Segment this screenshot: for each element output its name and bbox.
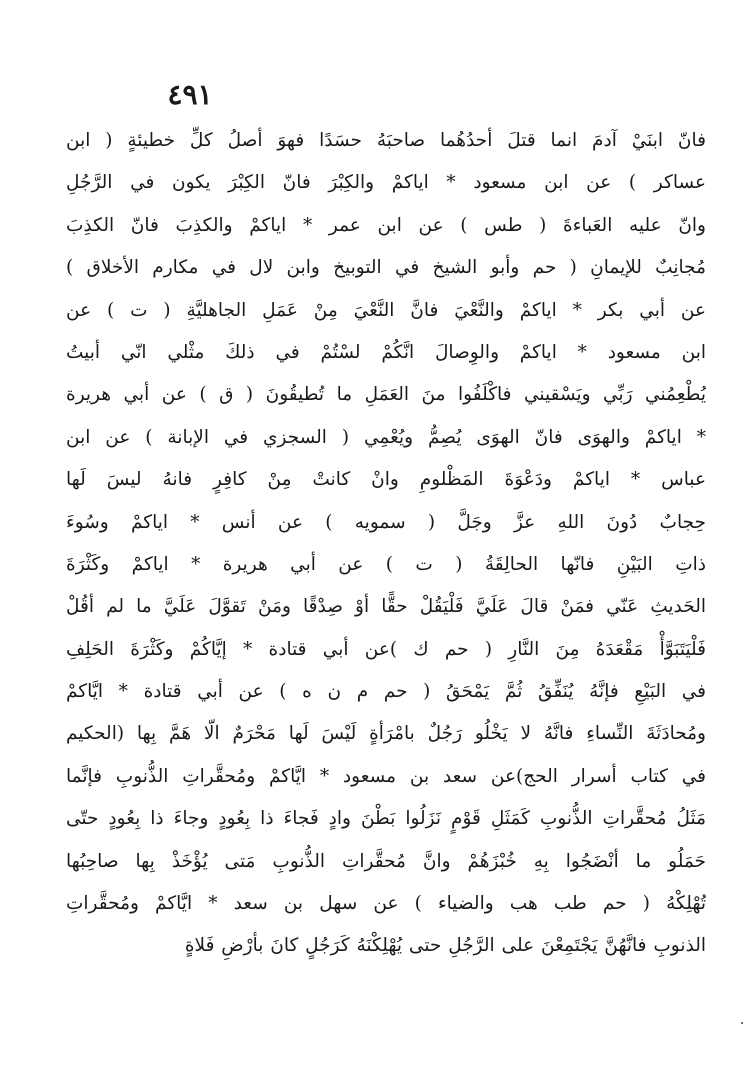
text-line: حِجابٌ دُونَ اللهِ عزَّ وجَلَّ ( سمويه ) عن أنس * اياكمْ وسُوءَ xyxy=(66,511,706,533)
text-line: في البَيْعِ فإنَّهُ يُنَفِّقُ ثُمَّ يَمْحَقُ ( حم م ن ه ) عن أبي قتادة * ايَّاكمْ xyxy=(66,681,706,703)
text-line: يُطْعِمُني رَبِّي ويَسْقيني فاكْلَفُوا منَ العَمَلِ ما تُطيقُونَ ( ق ) عن أبي هريرة xyxy=(66,384,706,406)
text-line: مَثَلُ مُحقَّراتِ الذُّنوبِ كَمَثَلِ قَوْمٍ نَزَلُوا بَطْنَ وادٍ فَجاءَ ذا بِعُودٍ وجاءَ ذا بِعُودٍ حتّى xyxy=(66,808,706,830)
text-line: عن أبي بكر * اياكمْ والنَّعْيَ فانَّ النَّعْيَ مِنْ عَمَلِ الجاهليَّةِ ( ت ) عن xyxy=(66,299,706,321)
text-line: حَمَلُو ما أنْضَجُوا بِهِ خُبْزَهُمْ وانَّ مُحقَّراتِ الذُّنوبِ مَتى يُؤْخَذْ بِها صاحِبُها xyxy=(66,850,706,872)
text-line: وانّ عليه العَباءةَ ( طس ) عن ابن عمر * اياكمْ والكذِبَ فانّ الكذِبَ xyxy=(66,214,706,236)
text-line: في كتاب أسرار الحج)عن سعد بن مسعود * ايَّاكمْ ومُحقَّراتِ الذُّنوبِ فإنَّما xyxy=(66,765,706,787)
text-line: ذاتِ البَيْنِ فانّها الحالِقَةُ ( ت ) عن أبي هريرة * اياكمْ وكَثْرَةَ xyxy=(66,553,706,575)
text-line: فَلْيَتَبَوَّأْ مَقْعَدَهُ مِنَ النَّارِ ( حم ك )عن أبي قتادة * إيَّاكُمْ وكَثْرَةَ الحَلِفِ xyxy=(66,638,706,660)
text-line: عباس * اياكمْ ودَعْوَةَ المَظْلومِ وانْ كانتْ مِنْ كافِرٍ فانهُ ليسَ لَها xyxy=(66,469,706,491)
text-line: عساكر ) عن ابن مسعود * اياكمْ والكِبْرَ فانّ الكِبْرَ يكون في الرَّجُلِ xyxy=(66,172,706,194)
text-line: ابن مسعود * اياكمْ والوِصالَ انَّكُمْ لسْتُمْ في ذلكَ مثْلي انّي أبيتُ xyxy=(66,341,706,363)
page-number: ٤٩١ xyxy=(167,78,213,111)
scan-speck xyxy=(741,1022,743,1024)
text-line: فانّ ابنَيْ آدمَ انما قتلَ أحدُهُما صاحبَهُ حسَدًا فهوَ أصلُ كلِّ خطيئةٍ ( ابن xyxy=(66,130,706,151)
text-line: الذنوبِ فانَّهُنَّ يَجْتَمِعْنَ على الرَّجُلِ حتى يُهْلِكْنَهُ كَرَجُلٍ كانَ بأرْضِ فَلاةٍ xyxy=(184,935,706,957)
text-line: * اياكمْ والهوَى فانّ الهوَى يُصِمُّ ويُعْمِي ( السجزي في الإبانة ) عن ابن xyxy=(66,426,706,448)
text-line: ومُحادَثَةَ النِّساءِ فانَّهُ لا يَخْلُو رَجُلٌ بامْرَأةٍ لَيْسَ لَها مَحْرَمٌ الّا هَمَّ بِها (الحكيم xyxy=(66,723,706,745)
text-line: مُجانِبٌ للإيمانِ ( حم وأبو الشيخ في التوبيخ وابن لال في مكارم الأخلاق ) xyxy=(66,257,706,279)
text-line: الحَديثِ عَنّي فمَنْ قالَ عَلَيَّ فَلْيَقُلْ حقًّا أوْ صِدْقًا ومَنْ تَقوَّلَ عَلَيَّ ما لم أقُلْ xyxy=(66,596,706,618)
text-line: تُهْلِكْهُ ( حم طب هب والضياء ) عن سهل بن سعد * ايَّاكمْ ومُحقَّراتِ xyxy=(66,893,706,915)
body-text xyxy=(66,120,706,968)
